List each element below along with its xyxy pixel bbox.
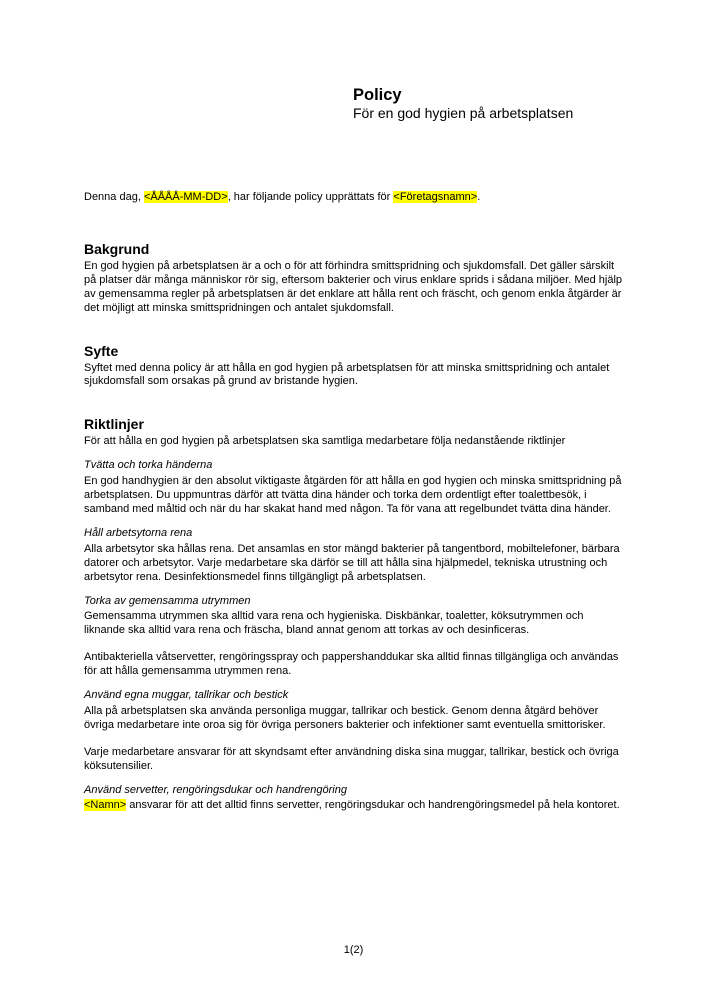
paragraph-own-utensils-1: Alla på arbetsplatsen ska använda personliga muggar, tallrikar och bestick. Genom denna åtgärd behöver övriga medarbetare inte oroa sig för övriga personers bakterier och infektioner samt eventuella smittorisker. (84, 704, 606, 731)
section-text-syfte: Syftet med denna policy är att hålla en god hygien på arbetsplatsen för att minska smittspridning och antalet sjukdomsfall som orsakas på grund av bristande hygien. (84, 361, 610, 388)
section-heading-syfte: Syfte (84, 342, 119, 359)
intro-text-after: . (477, 191, 481, 203)
subheading-own-utensils: Använd egna muggar, tallrikar och bestick (84, 689, 289, 702)
paragraph-own-utensils-2: Varje medarbetare ansvarar för att skyndsamt efter användning diska sina muggar, tallrikar, bestick och övriga köksutensilier. (84, 745, 619, 772)
paragraph-napkins (84, 799, 624, 813)
subheading-common-areas: Torka av gemensamma utrymmen (84, 594, 251, 607)
section-text-bakgrund: En god hygien på arbetsplatsen är a och o för att förhindra smittspridning och sjukdomsfall. Det gäller särskilt på platser där många människor rör sig, eftersom bakterier och virus enklare sprids i sådana miljöer. Med hjälp av gemensamma regler på arbetsplatsen är det enklare att hålla rent och fräscht, och genom enkla åtgärder är det möjligt att minska smittspridningen och antalet sjukdomsfall. (84, 259, 623, 314)
company-placeholder: <Företagsnamn> (393, 191, 478, 203)
section-syfte (84, 343, 624, 390)
document-body (84, 191, 624, 813)
date-placeholder: <ÅÅÅÅ-MM-DD> (143, 191, 228, 203)
section-heading-bakgrund: Bakgrund (84, 240, 150, 257)
intro-text-middle: , har följande policy upprättats för (227, 191, 394, 203)
intro-paragraph (84, 191, 624, 205)
page-subtitle: För en god hygien på arbetsplatsen (353, 105, 574, 121)
subheading-napkins: Använd servetter, rengöringsdukar och handrengöring (84, 783, 347, 796)
paragraph-napkins-text: ansvarar för att det alltid finns servetter, rengöringsdukar och handrengöringsmedel på hela kontoret. (126, 799, 620, 812)
page-number: 1(2) (343, 944, 364, 956)
name-placeholder: <Namn> (84, 799, 127, 812)
intro-text-before: Denna dag, (84, 191, 144, 203)
section-bakgrund (84, 241, 624, 316)
subheading-workspaces: Håll arbetsytorna rena (84, 526, 193, 539)
section-riktlinjer (84, 416, 624, 813)
section-heading-riktlinjer: Riktlinjer (84, 416, 144, 433)
page-title: Policy (353, 86, 402, 104)
title-block (353, 85, 573, 122)
subheading-handwashing: Tvätta och torka händerna (84, 459, 213, 472)
paragraph-workspaces: Alla arbetsytor ska hållas rena. Det ansamlas en stor mängd bakterier på tangentbord, mobiltelefoner, bärbara datorer och arbetsytor. Varje medarbetare ska därför se till att hålla sina hjälpmedel, tekniska utrustning och arbetsytor rena. Desinfektionsmedel finns tillgängligt på arbetsplatsen. (84, 542, 620, 583)
paragraph-common-areas-2: Antibakteriella våtservetter, rengöringsspray och pappershanddukar ska alltid finnas tillgängliga och användas för att hålla gemensamma utrymmen rena. (84, 651, 619, 678)
paragraph-handwashing: En god handhygien är den absolut viktigaste åtgärden för att hålla en god hygien och minska smittspridning på arbetsplatsen. Du uppmuntras därför att tvätta dina händer och torka dem ordentligt efter toalettbesök, i samband med måltid och när du har skakat hand med någon. Ta för vana att regelbundet tvätta dina händer. (84, 475, 622, 515)
paragraph-common-areas-1: Gemensamma utrymmen ska alltid vara rena och hygieniska. Diskbänkar, toaletter, köksutrymmen och liknande ska alltid vara rena och fräscha, bland annat genom att torkas av och desinficeras. (84, 610, 584, 637)
section-intro-riktlinjer: För att hålla en god hygien på arbetsplatsen ska samtliga medarbetare följa nedanstående riktlinjer (84, 435, 566, 448)
